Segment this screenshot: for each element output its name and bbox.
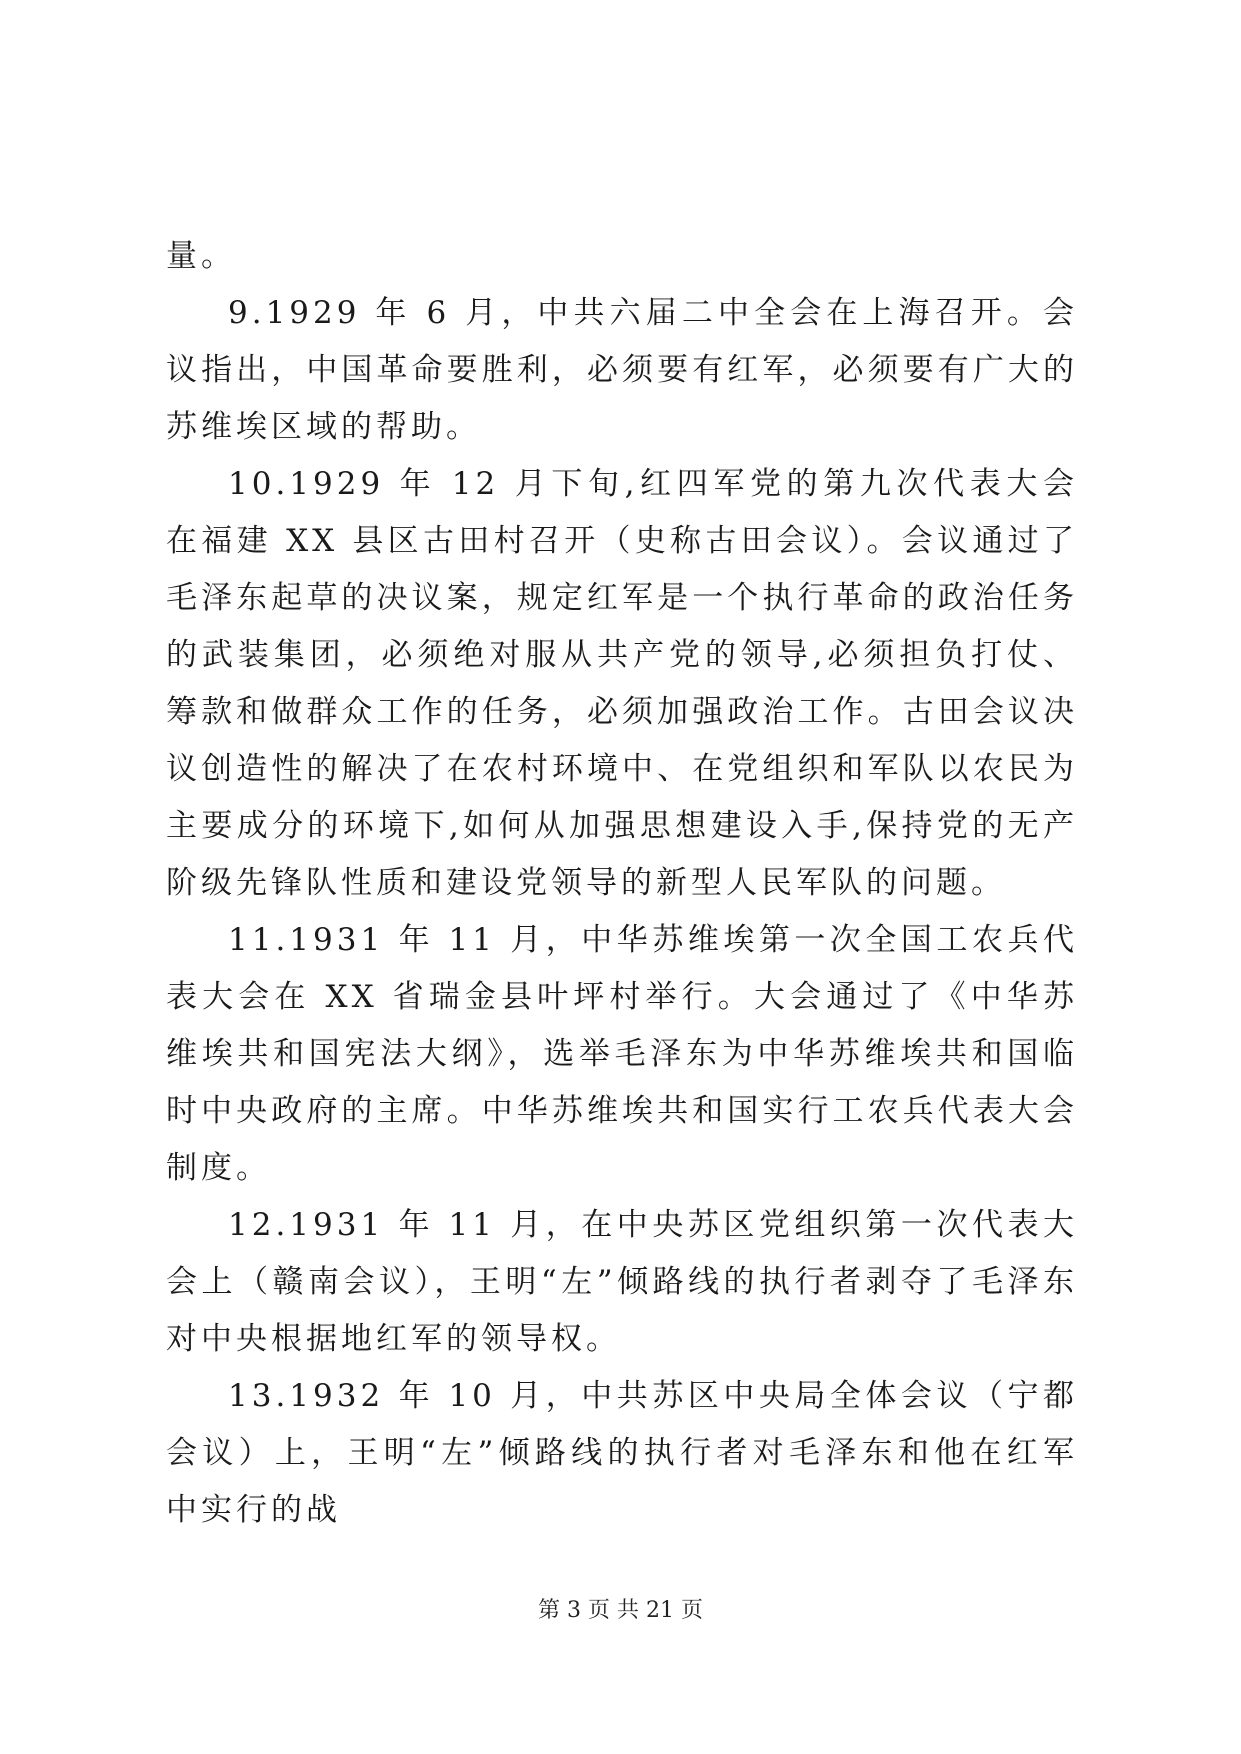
paragraph-item-13: 13.1932 年 10 月，中共苏区中央局全体会议（宁都会议）上，王明“左”倾路线的执行者对毛泽东和他在红军中实行的战 bbox=[166, 1378, 1078, 1528]
page-footer bbox=[0, 1596, 1241, 1626]
document-body bbox=[166, 228, 1078, 1539]
paragraph-item-10: 10.1929 年 12 月下旬,红四军党的第九次代表大会在福建 XX 县区古田村召开（史称古田会议）。会议通过了毛泽东起草的决议案，规定红军是一个执行革命的政治任务的武装集团，必须绝对服从共产党的领导,必须担负打仗、筹款和做群众工作的任务，必须加强政治工作。古田会议决议创造性的解决了在农村环境中、在党组织和军队以农民为主要成分的环境下,如何从加强思想建设入手,保持党的无产阶级先锋队性质和建设党领导的新型人民军队的问题。 bbox=[166, 466, 1078, 901]
page-number-label: 第 3 页 共 21 页 bbox=[538, 1598, 703, 1623]
paragraph-item-12: 12.1931 年 11 月，在中央苏区党组织第一次代表大会上（赣南会议），王明“左”倾路线的执行者剥夺了毛泽东对中央根据地红军的领导权。 bbox=[166, 1207, 1078, 1357]
paragraph-item-9: 9.1929 年 6 月，中共六届二中全会在上海召开。会议指出，中国革命要胜利，必须要有红军，必须要有广大的苏维埃区域的帮助。 bbox=[166, 295, 1078, 445]
paragraph-continuation: 量。 bbox=[166, 238, 236, 274]
paragraph-item-11: 11.1931 年 11 月，中华苏维埃第一次全国工农兵代表大会在 XX 省瑞金县叶坪村举行。大会通过了《中华苏维埃共和国宪法大纲》，选举毛泽东为中华苏维埃共和国临时中央政府的主席。中华苏维埃共和国实行工农兵代表大会制度。 bbox=[166, 922, 1078, 1186]
